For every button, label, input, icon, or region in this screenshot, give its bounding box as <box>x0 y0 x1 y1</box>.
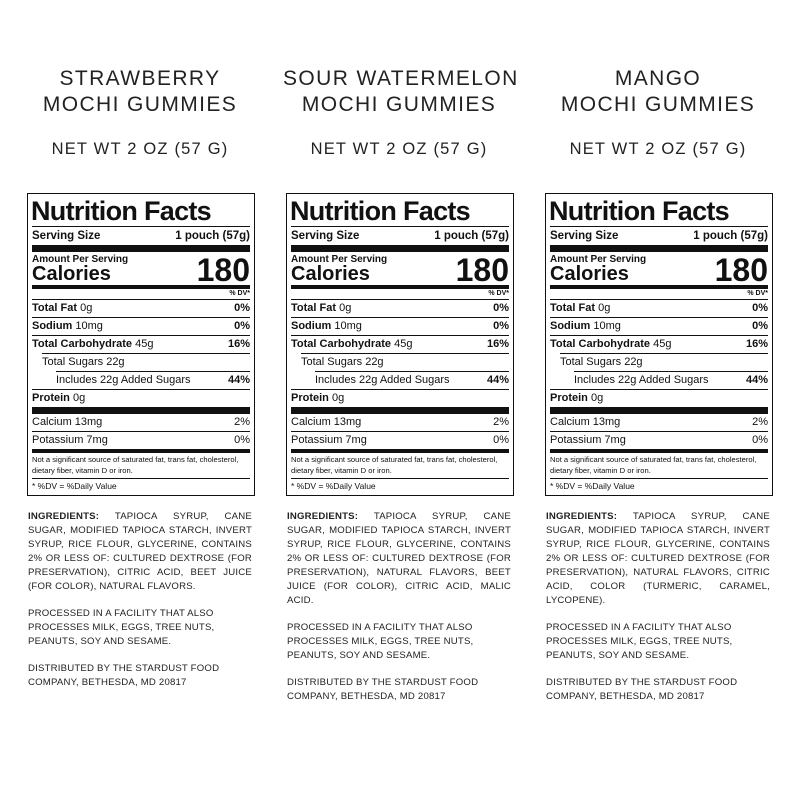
daily-value-note: * %DV = %Daily Value <box>550 481 635 491</box>
daily-value-note: * %DV = %Daily Value <box>291 481 376 491</box>
facility-note: PROCESSED IN A FACILITY THAT ALSO PROCESSES MILK, EGGS, TREE NUTS, PEANUTS, SOY AND SESAME. <box>546 622 733 661</box>
nutrition-facts-title: Nutrition Facts <box>290 196 471 226</box>
sodium-amount: 10mg <box>334 320 362 332</box>
serving-size-value: 1 pouch (57g) <box>175 230 250 242</box>
ingredients-text <box>287 510 511 608</box>
net-weight: NET WT 2 OZ (57 G) <box>569 140 747 158</box>
total-fat-label: Total Fat <box>32 302 78 314</box>
nutrition-footnote: Not a significant source of saturated fat, trans fat, cholesterol, dietary fiber, vitamin D or iron. <box>291 455 498 475</box>
net-weight: NET WT 2 OZ (57 G) <box>310 140 488 158</box>
carbohydrate-amount: 45g <box>653 338 672 350</box>
carbohydrate-amount: 45g <box>394 338 413 350</box>
sodium-row <box>32 318 250 335</box>
calories-label: Calories <box>550 263 629 285</box>
facility-note: PROCESSED IN A FACILITY THAT ALSO PROCESSES MILK, EGGS, TREE NUTS, PEANUTS, SOY AND SESAME. <box>28 608 215 647</box>
product-name-line2: MOCHI GUMMIES <box>301 93 497 116</box>
ingredients-label: INGREDIENTS: <box>287 511 359 522</box>
distributor-note: DISTRIBUTED BY THE STARDUST FOOD COMPANY, BETHESDA, MD 20817 <box>546 677 738 702</box>
potassium-row <box>291 432 509 449</box>
total-fat-amount: 0g <box>598 302 611 314</box>
calcium-row <box>291 414 509 431</box>
daily-value-note: * %DV = %Daily Value <box>32 481 117 491</box>
calories-label: Calories <box>291 263 370 285</box>
product-name-line1: SOUR WATERMELON <box>283 67 519 90</box>
nutrition-footnote: Not a significant source of saturated fat, trans fat, cholesterol, dietary fiber, vitamin D or iron. <box>32 455 239 475</box>
carbohydrate-label: Total Carbohydrate <box>32 338 133 350</box>
protein-label: Protein <box>32 392 70 404</box>
calcium-label: Calcium 13mg <box>32 416 103 428</box>
total-sugars-row <box>32 354 250 371</box>
sodium-label: Sodium <box>550 320 591 332</box>
sodium-dv: 0% <box>752 320 768 332</box>
calcium-label: Calcium 13mg <box>550 416 621 428</box>
total-fat-dv: 0% <box>752 302 768 314</box>
protein-label: Protein <box>291 392 329 404</box>
serving-size-label: Serving Size <box>291 230 360 242</box>
total-sugars-label: Total Sugars 22g <box>42 356 125 368</box>
added-sugars-row <box>550 372 768 389</box>
serving-size-row <box>550 227 768 245</box>
nutrition-footnote: Not a significant source of saturated fat, trans fat, cholesterol, dietary fiber, vitamin D or iron. <box>550 455 757 475</box>
potassium-dv: 0% <box>493 434 509 446</box>
sodium-dv: 0% <box>493 320 509 332</box>
sodium-label: Sodium <box>32 320 73 332</box>
sodium-label: Sodium <box>291 320 332 332</box>
product-name-line1: MANGO <box>614 67 702 90</box>
product-title <box>24 66 256 118</box>
product-column-strawberry <box>24 0 256 690</box>
potassium-dv: 0% <box>752 434 768 446</box>
total-fat-dv: 0% <box>493 302 509 314</box>
serving-size-label: Serving Size <box>32 230 101 242</box>
carbohydrate-dv: 16% <box>745 338 768 350</box>
product-column-sour-watermelon <box>283 0 519 704</box>
sodium-amount: 10mg <box>593 320 621 332</box>
carbohydrate-row <box>32 336 250 353</box>
distributor-note: DISTRIBUTED BY THE STARDUST FOOD COMPANY, BETHESDA, MD 20817 <box>28 663 220 688</box>
ingredients-label: INGREDIENTS: <box>546 511 618 522</box>
amount-per-serving: Amount Per Serving <box>291 254 388 265</box>
calories-row <box>550 252 768 288</box>
serving-size-value: 1 pouch (57g) <box>434 230 509 242</box>
added-sugars-label: Includes 22g Added Sugars <box>56 374 191 386</box>
total-fat-dv: 0% <box>234 302 250 314</box>
total-sugars-label: Total Sugars 22g <box>301 356 384 368</box>
potassium-label: Potassium 7mg <box>550 434 626 446</box>
potassium-label: Potassium 7mg <box>291 434 367 446</box>
calories-label: Calories <box>32 263 111 285</box>
ingredients-text <box>28 510 252 594</box>
sodium-row <box>291 318 509 335</box>
product-column-mango <box>542 0 774 704</box>
total-fat-label: Total Fat <box>291 302 337 314</box>
nutrition-facts-label <box>286 193 514 496</box>
protein-amount: 0g <box>590 392 604 404</box>
carbohydrate-label: Total Carbohydrate <box>291 338 392 350</box>
calcium-row <box>550 414 768 431</box>
total-sugars-row <box>550 354 768 371</box>
potassium-label: Potassium 7mg <box>32 434 108 446</box>
net-weight: NET WT 2 OZ (57 G) <box>51 140 229 158</box>
protein-label: Protein <box>550 392 588 404</box>
product-title <box>283 66 519 118</box>
nutrition-facts-title: Nutrition Facts <box>31 196 212 226</box>
carbohydrate-row <box>550 336 768 353</box>
ingredients-list: TAPIOCA SYRUP, CANE SUGAR, MODIFIED TAPIOCA STARCH, INVERT SYRUP, RICE FLOUR, GLYCERINE, CONTAINS 2% OR LESS OF: CULTURED DEXTROSE (FOR PRESERVATION), NATURAL FLAVORS, BEET JUICE (FOR COLOR), CITRIC ACID, MALIC ACID. <box>287 511 511 606</box>
added-sugars-dv: 44% <box>486 374 509 386</box>
calories-row <box>291 252 509 288</box>
total-fat-amount: 0g <box>80 302 93 314</box>
total-sugars-row <box>291 354 509 371</box>
protein-row <box>32 390 250 407</box>
calcium-dv: 2% <box>234 416 250 428</box>
total-fat-label: Total Fat <box>550 302 596 314</box>
serving-size-label: Serving Size <box>550 230 619 242</box>
total-fat-row <box>291 300 509 317</box>
sodium-row <box>550 318 768 335</box>
added-sugars-dv: 44% <box>745 374 768 386</box>
added-sugars-dv: 44% <box>227 374 250 386</box>
calcium-row <box>32 414 250 431</box>
amount-per-serving: Amount Per Serving <box>550 254 647 265</box>
ingredients-list: TAPIOCA SYRUP, CANE SUGAR, MODIFIED TAPIOCA STARCH, INVERT SYRUP, RICE FLOUR, GLYCERINE, CONTAINS 2% OR LESS OF: CULTURED DEXTROSE (FOR PRESERVATION), CITRIC ACID, BEET JUICE (FOR COLOR), NATURAL FLAVORS. <box>28 511 252 592</box>
product-title <box>542 66 774 118</box>
total-fat-row <box>32 300 250 317</box>
ingredients-text <box>546 510 770 608</box>
nutrition-facts-label <box>545 193 773 496</box>
dv-header: % DV* <box>747 290 768 297</box>
dv-header: % DV* <box>488 290 509 297</box>
serving-size-row <box>291 227 509 245</box>
amount-per-serving: Amount Per Serving <box>32 254 129 265</box>
distributor-note: DISTRIBUTED BY THE STARDUST FOOD COMPANY, BETHESDA, MD 20817 <box>287 677 479 702</box>
serving-size-row <box>32 227 250 245</box>
protein-row <box>291 390 509 407</box>
product-name-line1: STRAWBERRY <box>59 67 221 90</box>
potassium-row <box>32 432 250 449</box>
ingredients-list: TAPIOCA SYRUP, CANE SUGAR, MODIFIED TAPIOCA STARCH, INVERT SYRUP, RICE FLOUR, GLYCERINE, CONTAINS 2% OR LESS OF: CULTURED DEXTROSE (FOR PRESERVATION), NATURAL FLAVORS, CITRIC ACID, COLOR (TURMERIC, CARAMEL, LYCOPENE). <box>546 511 770 606</box>
nutrition-facts-label <box>27 193 255 496</box>
calcium-dv: 2% <box>493 416 509 428</box>
product-name-line2: MOCHI GUMMIES <box>42 93 238 116</box>
dv-header: % DV* <box>229 290 250 297</box>
sodium-amount: 10mg <box>75 320 103 332</box>
product-name-line2: MOCHI GUMMIES <box>560 93 756 116</box>
sodium-dv: 0% <box>234 320 250 332</box>
protein-amount: 0g <box>331 392 345 404</box>
calories-value: 180 <box>714 252 768 288</box>
added-sugars-row <box>291 372 509 389</box>
potassium-row <box>550 432 768 449</box>
nutrition-facts-title: Nutrition Facts <box>549 196 730 226</box>
protein-row <box>550 390 768 407</box>
total-fat-amount: 0g <box>339 302 352 314</box>
facility-note: PROCESSED IN A FACILITY THAT ALSO PROCESSES MILK, EGGS, TREE NUTS, PEANUTS, SOY AND SESAME. <box>287 622 474 661</box>
carbohydrate-label: Total Carbohydrate <box>550 338 651 350</box>
added-sugars-label: Includes 22g Added Sugars <box>315 374 450 386</box>
added-sugars-label: Includes 22g Added Sugars <box>574 374 709 386</box>
carbohydrate-dv: 16% <box>486 338 509 350</box>
carbohydrate-dv: 16% <box>227 338 250 350</box>
calories-row <box>32 252 250 288</box>
added-sugars-row <box>32 372 250 389</box>
carbohydrate-amount: 45g <box>135 338 154 350</box>
calcium-label: Calcium 13mg <box>291 416 362 428</box>
potassium-dv: 0% <box>234 434 250 446</box>
calcium-dv: 2% <box>752 416 768 428</box>
carbohydrate-row <box>291 336 509 353</box>
protein-amount: 0g <box>72 392 86 404</box>
serving-size-value: 1 pouch (57g) <box>693 230 768 242</box>
total-sugars-label: Total Sugars 22g <box>560 356 643 368</box>
calories-value: 180 <box>196 252 250 288</box>
calories-value: 180 <box>455 252 509 288</box>
total-fat-row <box>550 300 768 317</box>
ingredients-label: INGREDIENTS: <box>28 511 100 522</box>
